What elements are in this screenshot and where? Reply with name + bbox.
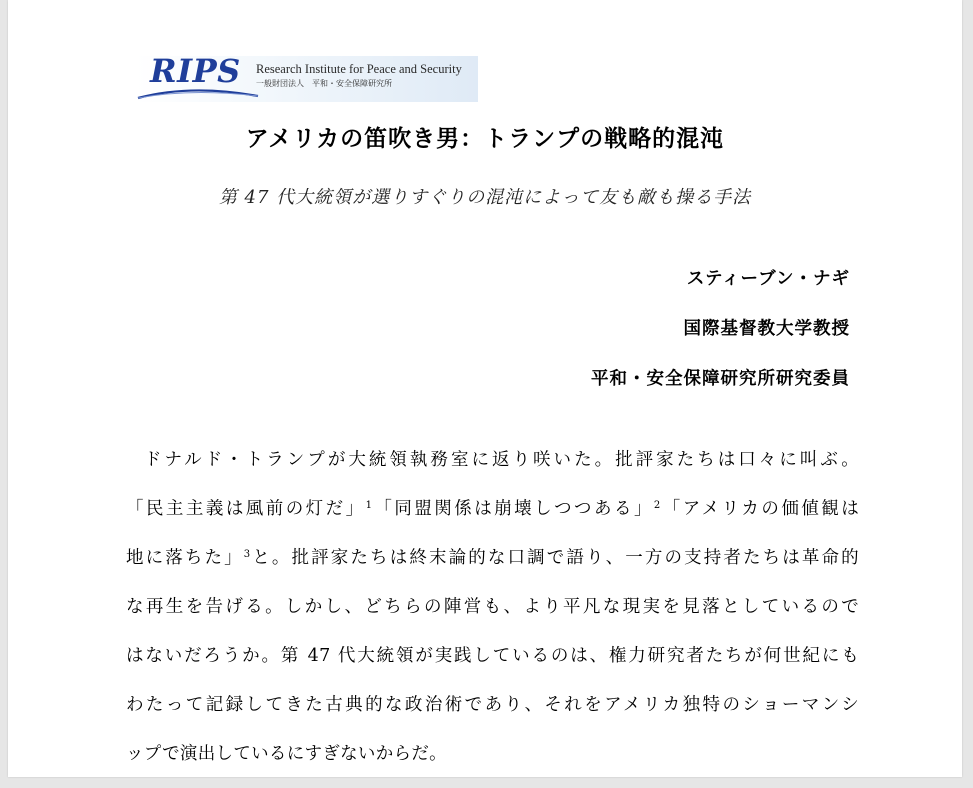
footnote-ref[interactable]: 2 xyxy=(653,500,661,511)
rips-logo xyxy=(136,52,478,102)
quote: 「アメリカの価値観は xyxy=(660,499,860,519)
quote: 地に落ちた」 xyxy=(126,548,244,568)
body-line: ドナルド・トランプが大統領執務室に返り咲いた。批評家たちは口々に叫ぶ。 xyxy=(144,450,859,470)
document-page xyxy=(8,0,962,777)
logo-mark: RIPS xyxy=(150,52,241,90)
footnote-ref[interactable]: 3 xyxy=(243,549,251,560)
article-body xyxy=(126,445,859,788)
article-title: アメリカの笛吹き男：トランプの戦略的混沌 xyxy=(245,125,725,152)
author-name: スティーブン・ナギ xyxy=(686,269,850,289)
quote: 「同盟関係は崩壊しつつある」 xyxy=(372,499,654,519)
logo-japanese-name: 一般財団法人 平和・安全保障研究所 xyxy=(256,79,392,88)
author-position: 平和・安全保障研究所研究委員 xyxy=(591,369,850,389)
body-line xyxy=(126,494,859,543)
body-line: わたって記録してきた古典的な政治術であり、それをアメリカ独特のショーマンシ xyxy=(126,695,859,715)
body-line: な再生を告げる。しかし、どちらの陣営も、より平凡な現実を見落としているので xyxy=(126,597,859,617)
quote: 「民主主義は風前の灯だ」 xyxy=(126,499,366,519)
body-line xyxy=(126,543,859,592)
body-line: ップで演出しているにすぎないからだ。 xyxy=(126,744,447,764)
body-line: はないだろうか。第 47 代大統領が実践しているのは、権力研究者たちが何世紀にも xyxy=(126,646,859,666)
article-subtitle: 第 47 代大統領が選りすぐりの混沌によって友も敵も操る手法 xyxy=(218,187,752,208)
author-affiliation: 国際基督教大学教授 xyxy=(683,319,850,339)
logo-swoosh-icon xyxy=(136,82,261,100)
logo-english-name: Research Institute for Peace and Security xyxy=(256,62,462,76)
footnote-ref[interactable]: 1 xyxy=(365,500,373,511)
text-span: と。批評家たちは終末論的な口調で語り、一方の支持者たちは革命的 xyxy=(250,548,859,568)
author-block xyxy=(591,265,850,415)
